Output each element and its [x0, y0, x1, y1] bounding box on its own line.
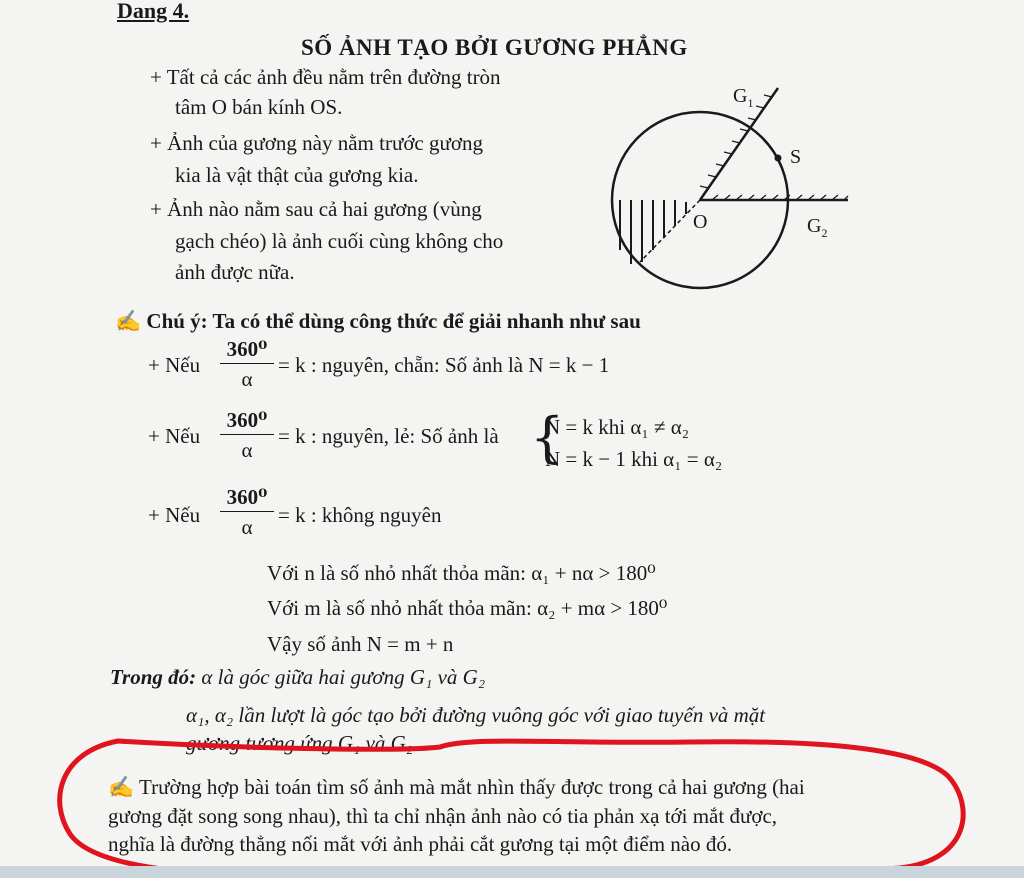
where-line-3: gương tương ứng G₁ và G₂ — [186, 731, 414, 755]
page-title: SỐ ẢNH TẠO BỞI GƯƠNG PHẲNG — [301, 35, 688, 60]
condition-n: Với n là số nhỏ nhất thỏa mãn: α₁ + nα > 180⁰ — [267, 561, 656, 585]
label-g2: $G_2$ — [807, 215, 828, 240]
bullet-2-line-2: kia là vật thật của gương kia. — [175, 163, 419, 187]
bottom-strip — [0, 866, 1024, 878]
condition-m: Với m là số nhỏ nhất thỏa mãn: α₂ + mα > 180⁰ — [267, 596, 668, 620]
bullet-1-line-1: + Tất cả các ảnh đều nằm trên đường tròn — [150, 65, 501, 89]
formula-2-fraction: 360⁰ α — [220, 410, 274, 461]
section-heading: Dang 4. — [117, 0, 190, 23]
bullet-3-line-1: + Ảnh nào nằm sau cả hai gương (vùng — [150, 197, 482, 221]
formula-2-case-1: N = k khi α₁ ≠ α₂ — [545, 415, 690, 439]
where-line-1: Trong đó: α là góc giữa hai gương G₁ và G₂ — [110, 665, 486, 689]
formula-1-text: = k : nguyên, chẵn: Số ảnh là N = k − 1 — [278, 353, 610, 377]
formula-3-prefix: + Nếu — [148, 503, 201, 527]
bullet-1-line-2: tâm O bán kính OS. — [175, 95, 343, 119]
formula-2-case-2: N = k − 1 khi α₁ = α₂ — [545, 447, 723, 471]
case-line-2: gương đặt song song nhau), thì ta chỉ nhận ảnh nào có tia phản xạ tới mắt được, — [108, 804, 778, 828]
formula-3-fraction: 360⁰ α — [220, 487, 274, 538]
label-g1: $G_1$ — [733, 85, 754, 110]
case-line-3: nghĩa là đường thẳng nối mắt với ảnh phải cắt gương tại một điểm nào đó. — [108, 832, 733, 856]
case-line-1: ✍ Trường hợp bài toán tìm số ảnh mà mắt nhìn thấy được trong cả hai gương (hai — [108, 775, 805, 799]
bullet-3-line-3: ảnh được nữa. — [175, 260, 295, 284]
formula-2-prefix: + Nếu — [148, 424, 201, 448]
total-images: Vậy số ảnh N = m + n — [267, 632, 454, 656]
formula-1-fraction: 360⁰ α — [220, 339, 274, 390]
hand-pen-icon: ✍ — [108, 775, 135, 799]
case-brace: { — [530, 406, 565, 469]
formula-3-text: = k : không nguyên — [278, 503, 442, 527]
bullet-3-line-2: gạch chéo) là ảnh cuối cùng không cho — [175, 229, 504, 253]
hand-pen-icon: ✍ — [115, 309, 142, 333]
formula-1-prefix: + Nếu — [148, 353, 201, 377]
note-line: ✍ Chú ý: Ta có thể dùng công thức để giải nhanh như sau — [115, 309, 641, 333]
label-s: S — [790, 146, 802, 168]
label-o: O — [693, 211, 708, 233]
where-line-2: α₁, α₂ lần lượt là góc tạo bởi đường vuông góc với giao tuyến và mặt — [186, 703, 766, 727]
formula-2-text: = k : nguyên, lẻ: Số ảnh là — [278, 424, 499, 448]
bullet-2-line-1: + Ảnh của gương này nằm trước gương — [150, 131, 483, 155]
